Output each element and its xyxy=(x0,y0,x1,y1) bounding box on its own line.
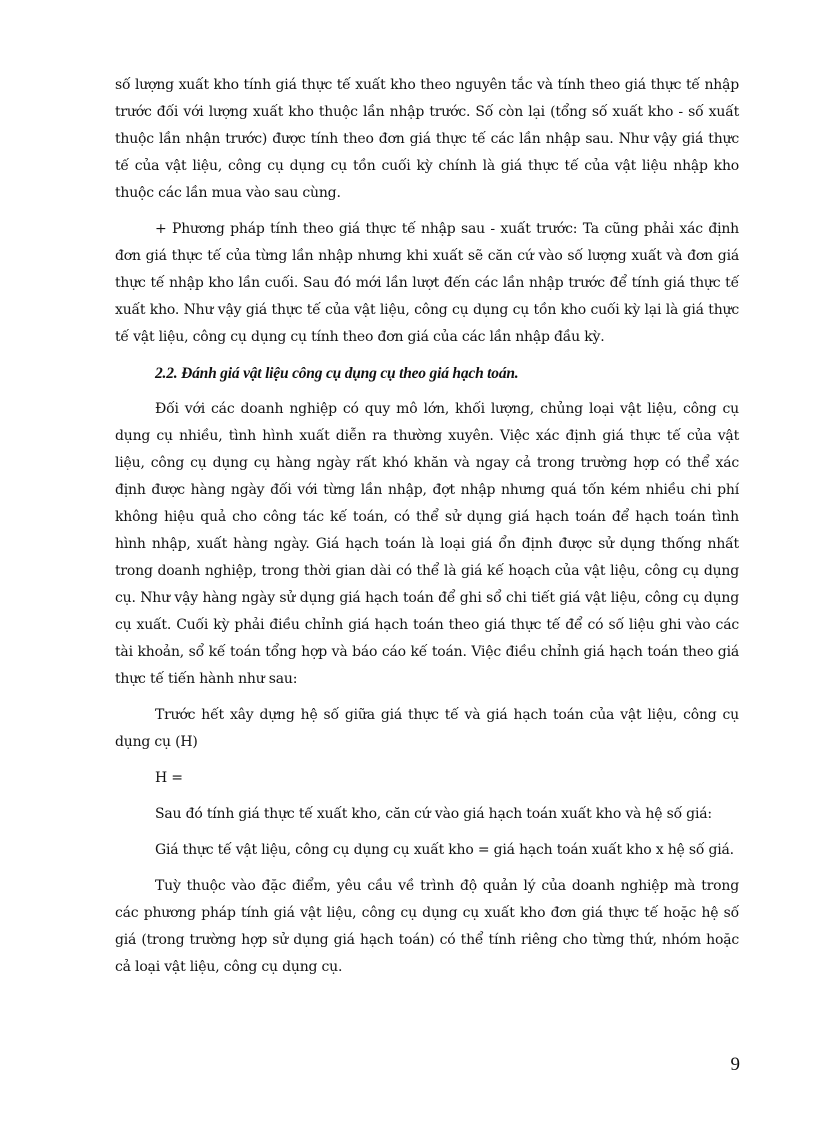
paragraph-accounting-price: Đối với các doanh nghiệp có quy mô lớn, khối lượng, chủng loại vật liệu, công cụ dụng cụ nhiều, tình hình xuất diễn ra thường xuyên. Việc xác định giá thực tế của vật liệu, công cụ dụng cụ hàng ngày rất khó khăn và ngay cả trong trường hợp có thể xác định được hàng ngày đối với từng lần nhập, đợt nhập nhưng quá tốn kém nhiều chi phí không hiệu quả cho công tác kế toán, có thể sử dụng giá hạch toán để hạch toán tình hình nhập, xuất hàng ngày. Giá hạch toán là loại giá ổn định được sử dụng thống nhất trong doanh nghiệp, trong thời gian dài có thể là giá kế hoạch của vật liệu, công cụ dụng cụ. Như vậy hàng ngày sử dụng giá hạch toán để ghi sổ chi tiết giá vật liệu, công cụ dụng cụ xuất. Cuối kỳ phải điều chỉnh giá hạch toán theo giá thực tế để có số liệu ghi vào các tài khoản, sổ kế toán tổng hợp và báo cáo kế toán. Việc điều chỉnh giá hạch toán theo giá thực tế tiến hành như sau: xyxy=(115,401,739,687)
paragraph-then-calc: Sau đó tính giá thực tế xuất kho, căn cứ vào giá hạch toán xuất kho và hệ số giá: xyxy=(155,806,712,822)
paragraph-depending: Tuỳ thuộc vào đặc điểm, yêu cầu về trình độ quản lý của doanh nghiệp mà trong các phương pháp tính giá vật liệu, công cụ dụng cụ xuất kho đơn giá thực tế hoặc hệ số giá (trong trường hợp sử dụng giá hạch toán) có thể tính riêng cho từng thứ, nhóm hoặc cả loại vật liệu, công cụ dụng cụ. xyxy=(115,878,739,975)
page-number: 9 xyxy=(730,1054,740,1075)
paragraph-continuation: số lượng xuất kho tính giá thực tế xuất kho theo nguyên tắc và tính theo giá thực tế nhập trước đối với lượng xuất kho thuộc lần nhập trước. Số còn lại (tổng số xuất kho - số xuất thuộc lần nhận trước) được tính theo đơn giá thực tế các lần nhập sau. Như vậy giá thực tế của vật liệu, công cụ dụng cụ tồn cuối kỳ chính là giá thực tế của vật liệu nhập kho thuộc các lần mua vào sau cùng. xyxy=(115,77,739,201)
formula-actual-price: Giá thực tế vật liệu, công cụ dụng cụ xuất kho = giá hạch toán xuất kho x hệ số giá. xyxy=(155,842,734,858)
page-body xyxy=(115,72,739,990)
paragraph-coefficient: Trước hết xây dựng hệ số giữa giá thực tế và giá hạch toán của vật liệu, công cụ dụng cụ (H) xyxy=(115,707,739,750)
section-heading: 2.2. Đánh giá vật liệu công cụ dụng cụ theo giá hạch toán. xyxy=(155,365,519,382)
formula-h: H = xyxy=(155,770,183,786)
paragraph-lifo-method: + Phương pháp tính theo giá thực tế nhập sau - xuất trước: Ta cũng phải xác định đơn giá thực tế của từng lần nhập nhưng khi xuất sẽ căn cứ vào số lượng xuất và đơn giá thực tế nhập kho lần cuối. Sau đó mới lần lượt đến các lần nhập trước để tính giá thực tế xuất kho. Như vậy giá thực tế của vật liệu, công cụ dụng cụ tồn kho cuối kỳ lại là giá thực tế vật liệu, công cụ dụng cụ tính theo đơn giá của các lần nhập đầu kỳ. xyxy=(115,221,739,345)
